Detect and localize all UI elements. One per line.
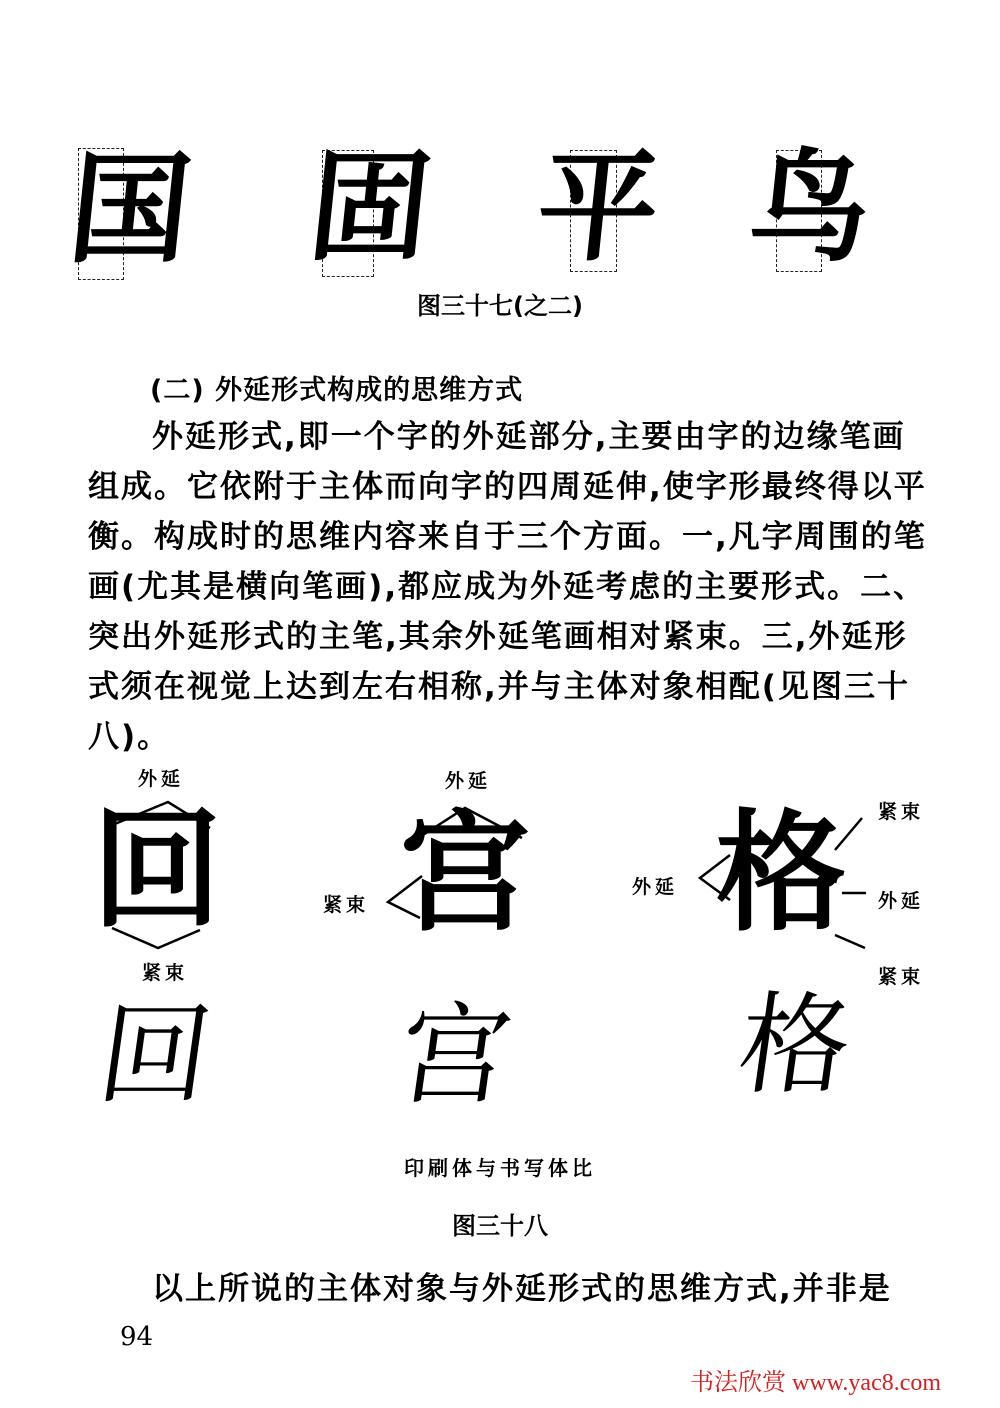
paragraph-line: 组成。它依附于主体而向字的四周延伸,使字形最终得以平 (88, 469, 927, 505)
label-waiyan: 外延 (632, 876, 679, 898)
paragraph-line: 式须在视觉上达到左右相称,并与主体对象相配(见图三十 (88, 669, 910, 705)
figure-37-char-4: 鸟 (742, 137, 878, 278)
label-jinshu: 紧束 (142, 962, 189, 984)
paragraph-line: 以上所说的主体对象与外延形式的思维方式,并非是 (152, 1271, 892, 1307)
label-waiyan: 外延 (445, 770, 492, 792)
handwritten-char-ge: 格 (731, 981, 859, 1109)
closing-paragraph (152, 1264, 952, 1314)
figure-37-caption: 图三十七(之二) (417, 292, 583, 320)
page-number: 94 (120, 1322, 154, 1352)
paragraph-line: 衡。构成时的思维内容来自于三个方面。一,凡字周围的笔 (88, 519, 927, 555)
paragraph-line: 八)。 (88, 719, 171, 755)
paragraph-line: 外延形式,即一个字的外延部分,主要由字的边缘笔画 (152, 419, 906, 455)
figure-38-subcaption: 印刷体与书写体比 (404, 1156, 596, 1180)
printed-char-gong: 宫 (400, 797, 531, 949)
watermark: 书法欣赏 www.yac8.com (690, 1370, 942, 1396)
section-heading: (二) 外延形式构成的思维方式 (150, 375, 524, 406)
figure-38-caption: 图三十八 (452, 1212, 548, 1240)
printed-char-hui: 回 (92, 794, 223, 946)
paragraph-line: 画(尤其是横向笔画),都应成为外延考虑的主要形式。二、 (88, 569, 927, 605)
figure-37-char-2: 固 (302, 137, 438, 278)
paragraph-line: 突出外延形式的主笔,其余外延笔画相对紧束。三,外延形 (88, 619, 908, 655)
figure-37-char-3: 平 (530, 137, 666, 278)
label-jinshu: 紧束 (323, 894, 370, 916)
printed-char-ge: 格 (716, 797, 847, 949)
handwritten-char-gong: 宫 (391, 991, 519, 1119)
label-jinshu: 紧束 (878, 801, 925, 823)
label-waiyan: 外延 (878, 890, 925, 912)
label-jinshu: 紧束 (878, 966, 925, 988)
handwritten-char-hui: 回 (91, 991, 219, 1119)
label-waiyan: 外延 (138, 768, 185, 790)
figure-37-char-1: 国 (62, 139, 198, 280)
